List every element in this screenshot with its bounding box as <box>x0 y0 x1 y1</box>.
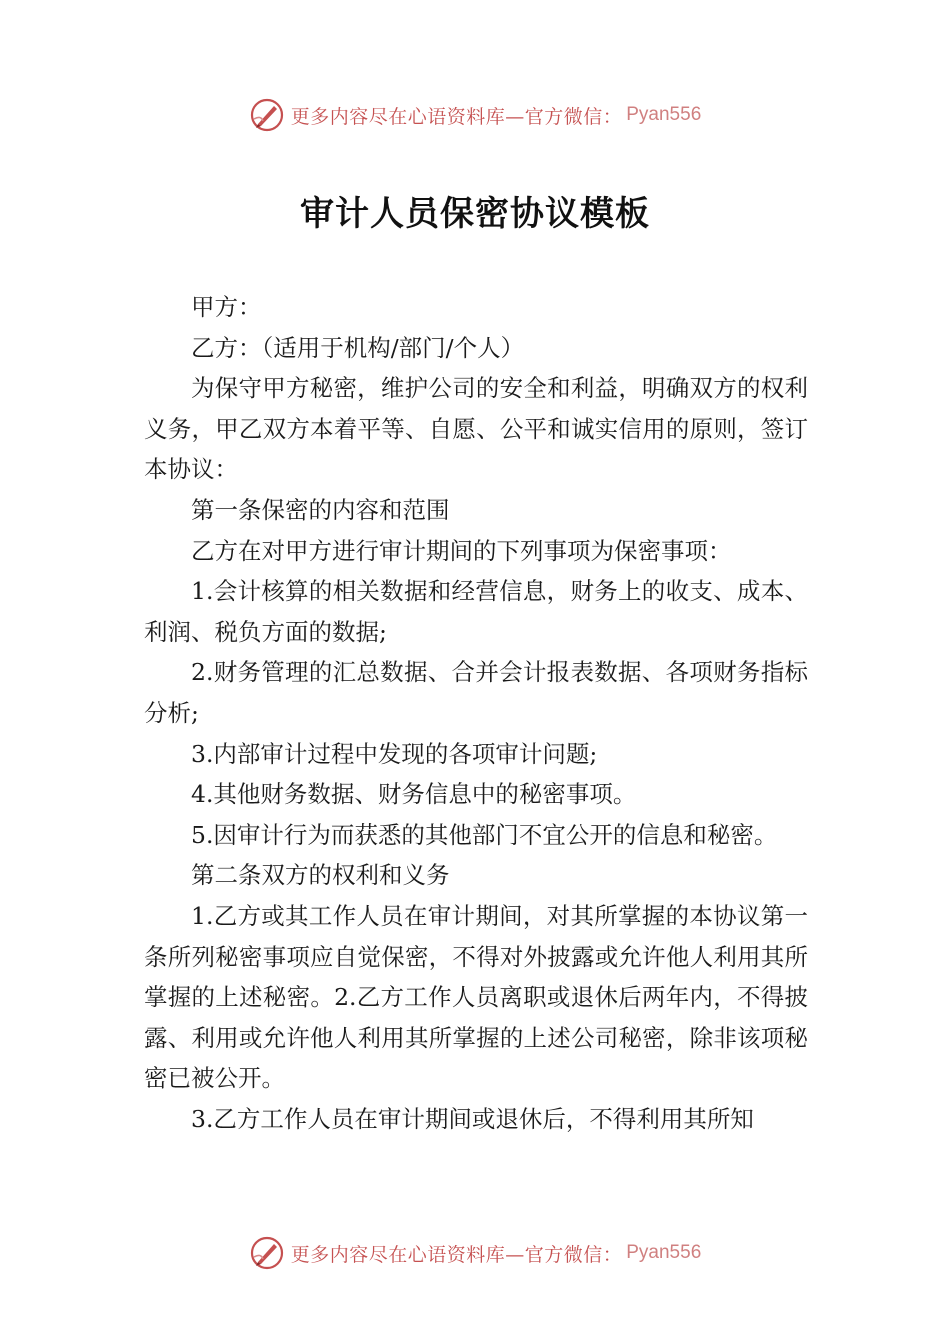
document-title: 审计人员保密协议模板 <box>300 194 650 234</box>
wechat-id: Pyan556 <box>626 104 702 125</box>
article-1-item-3: 3.内部审计过程中发现的各项审计问题; <box>191 739 598 768</box>
article-1-heading: 第一条保密的内容和范围 <box>191 495 450 524</box>
banner-text: 更多内容尽在心语资料库—官方微信： <box>290 1243 623 1266</box>
party-b-line: 乙方：（适用于机构/部门/个人） <box>191 333 525 362</box>
article-1-item-2: 2.财务管理的汇总数据、合并会计报表数据、各项财务指标分析; <box>144 658 808 727</box>
article-2-item-3: 3.乙方工作人员在审计期间或退休后，不得利用其所知 <box>191 1104 754 1133</box>
document-body <box>144 287 808 1139</box>
article-1-item-5: 5.因审计行为而获悉的其他部门不宜公开的信息和秘密。 <box>191 820 778 849</box>
party-a-line: 甲方： <box>191 293 262 321</box>
header-banner <box>0 95 950 135</box>
banner-text: 更多内容尽在心语资料库—官方微信： <box>290 105 623 128</box>
wechat-id: Pyan556 <box>626 1242 702 1263</box>
article-1-intro: 乙方在对甲方进行审计期间的下列事项为保密事项： <box>191 536 732 565</box>
preamble-paragraph: 为保守甲方秘密，维护公司的安全和利益，明确双方的权利义务，甲乙双方本着平等、自愿、公平和诚实信用的原则，签订本协议： <box>144 374 808 484</box>
article-1-item-1: 1.会计核算的相关数据和经营信息，财务上的收支、成本、利润、税负方面的数据; <box>144 577 808 646</box>
footer-banner <box>0 1233 950 1273</box>
article-1-item-4: 4.其他财务数据、财务信息中的秘密事项。 <box>191 780 637 809</box>
pen-logo-icon <box>249 97 285 133</box>
article-2-heading: 第二条双方的权利和义务 <box>191 861 450 890</box>
pen-logo-icon <box>249 1235 285 1271</box>
article-2-item-1-2: 1.乙方或其工作人员在审计期间，对其所掌握的本协议第一条所列秘密事项应自觉保密，不得对外披露或允许他人利用其所掌握的上述秘密。2.乙方工作人员离职或退休后两年内，不得披露、利用或允许他人利用其所掌握的上述公司秘密，除非该项秘密已被公开。 <box>144 901 808 1093</box>
